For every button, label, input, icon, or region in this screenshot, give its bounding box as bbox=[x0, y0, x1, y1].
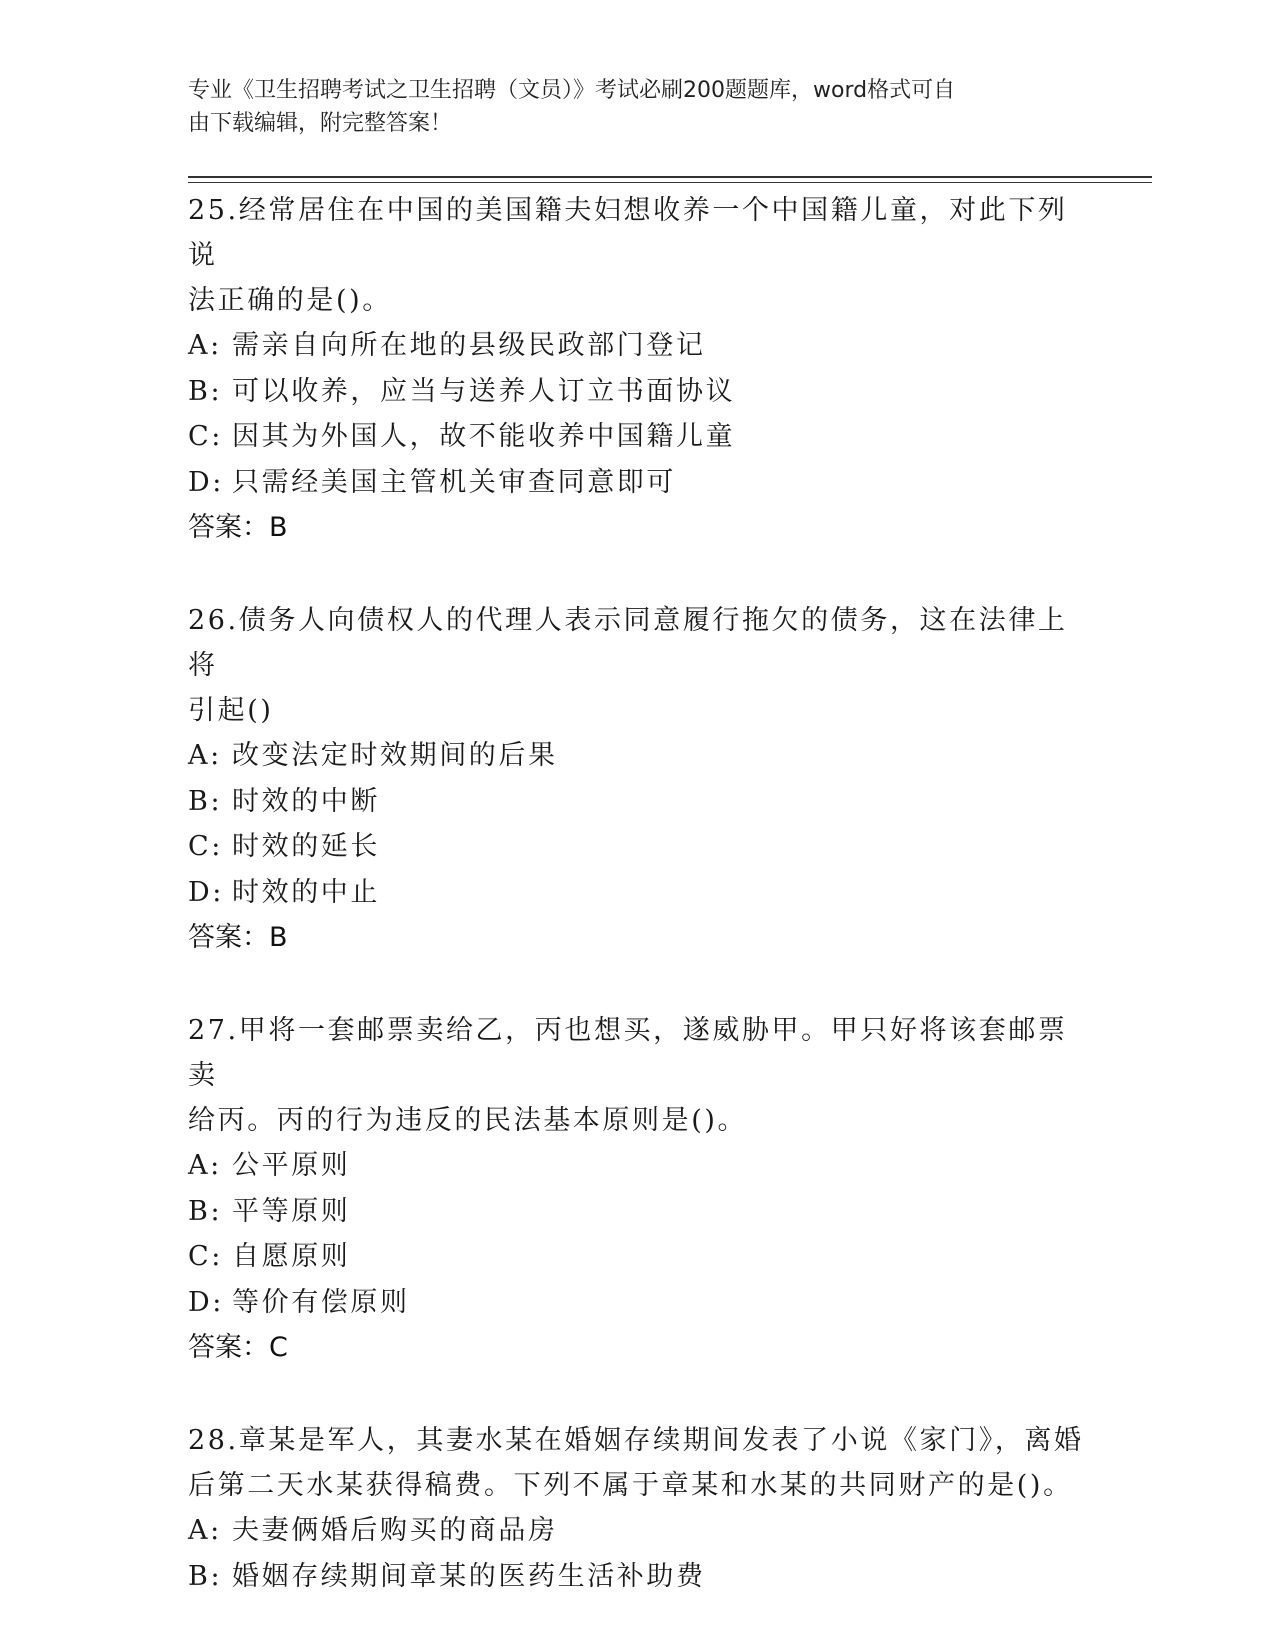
question-stem-line-2: 法正确的是()。 bbox=[188, 285, 392, 316]
option-b bbox=[188, 1554, 1088, 1600]
option-letter: C: bbox=[188, 421, 223, 452]
question-list bbox=[188, 188, 1088, 1646]
option-letter: A: bbox=[188, 1150, 222, 1181]
question-stem bbox=[188, 1008, 1088, 1143]
option-text: 时效的延长 bbox=[232, 831, 380, 862]
option-a bbox=[188, 323, 1088, 369]
question-stem-line-2: 给丙。丙的行为违反的民法基本原则是()。 bbox=[188, 1105, 748, 1136]
question-stem bbox=[188, 598, 1088, 733]
question-stem bbox=[188, 188, 1088, 323]
option-b bbox=[188, 369, 1088, 415]
option-letter: A: bbox=[188, 330, 222, 361]
question-26 bbox=[188, 598, 1088, 961]
option-c bbox=[188, 414, 1088, 460]
option-text: 时效的中止 bbox=[232, 876, 380, 908]
option-letter: B: bbox=[188, 375, 223, 407]
option-letter: B: bbox=[188, 1195, 223, 1227]
option-text: 夫妻俩婚后购买的商品房 bbox=[232, 1515, 558, 1546]
option-b bbox=[188, 1189, 1088, 1235]
answer-line: 答案：C bbox=[188, 1332, 288, 1363]
option-letter: A: bbox=[188, 740, 222, 771]
option-d bbox=[188, 1280, 1088, 1326]
option-d bbox=[188, 870, 1088, 916]
option-b bbox=[188, 779, 1088, 825]
option-letter: A: bbox=[188, 1515, 222, 1546]
option-a bbox=[188, 1508, 1088, 1554]
option-c bbox=[188, 824, 1088, 870]
option-letter: D: bbox=[188, 876, 224, 908]
option-d bbox=[188, 460, 1088, 506]
header-divider-thick bbox=[188, 176, 1152, 178]
option-letter: C: bbox=[188, 831, 223, 862]
answer-line: 答案：B bbox=[188, 922, 288, 953]
question-stem bbox=[188, 1418, 1088, 1508]
option-letter: B: bbox=[188, 1560, 223, 1592]
option-text: 改变法定时效期间的后果 bbox=[232, 740, 558, 771]
option-letter: B: bbox=[188, 785, 223, 817]
option-text: 只需经美国主管机关审查同意即可 bbox=[232, 466, 676, 498]
option-text: 需亲自向所在地的县级民政部门登记 bbox=[232, 330, 706, 361]
question-28 bbox=[188, 1418, 1088, 1599]
question-stem-line-1: 27.甲将一套邮票卖给乙，丙也想买，遂威胁甲。甲只好将该套邮票卖 bbox=[188, 1015, 1068, 1091]
option-text: 可以收养，应当与送养人订立书面协议 bbox=[232, 375, 736, 407]
option-text: 因其为外国人，故不能收养中国籍儿童 bbox=[232, 421, 736, 452]
option-text: 平等原则 bbox=[232, 1195, 351, 1227]
question-stem-line-1: 25.经常居住在中国的美国籍夫妇想收养一个中国籍儿童，对此下列说 bbox=[188, 195, 1068, 271]
option-text: 自愿原则 bbox=[232, 1241, 351, 1272]
header-divider-thin bbox=[188, 182, 1152, 183]
header-title-line-2: 由下载编辑，附完整答案！ bbox=[188, 111, 453, 136]
question-stem-line-2: 引起() bbox=[188, 695, 274, 726]
option-text: 婚姻存续期间章某的医药生活补助费 bbox=[232, 1560, 706, 1592]
option-c bbox=[188, 1234, 1088, 1280]
option-letter: D: bbox=[188, 466, 224, 498]
option-text: 公平原则 bbox=[232, 1150, 351, 1181]
option-letter: D: bbox=[188, 1286, 224, 1318]
option-a bbox=[188, 1143, 1088, 1189]
option-a bbox=[188, 733, 1088, 779]
header-title-line-1: 专业《卫生招聘考试之卫生招聘（文员）》考试必刷200题题库，word格式可自 bbox=[188, 78, 956, 103]
option-text: 时效的中断 bbox=[232, 785, 380, 817]
question-25 bbox=[188, 188, 1088, 551]
question-stem-line-1: 26.债务人向债权人的代理人表示同意履行拖欠的债务，这在法律上将 bbox=[188, 605, 1068, 681]
question-27 bbox=[188, 1008, 1088, 1371]
question-stem-line-1: 28.章某是军人，其妻水某在婚姻存续期间发表了小说《家门》，离婚 bbox=[188, 1425, 1084, 1456]
answer-line: 答案：B bbox=[188, 512, 288, 543]
option-letter: C: bbox=[188, 1241, 223, 1272]
question-stem-line-2: 后第二天水某获得稿费。下列不属于章某和水某的共同财产的是()。 bbox=[188, 1470, 1073, 1501]
option-text: 等价有偿原则 bbox=[232, 1286, 410, 1318]
document-header bbox=[188, 74, 1068, 140]
